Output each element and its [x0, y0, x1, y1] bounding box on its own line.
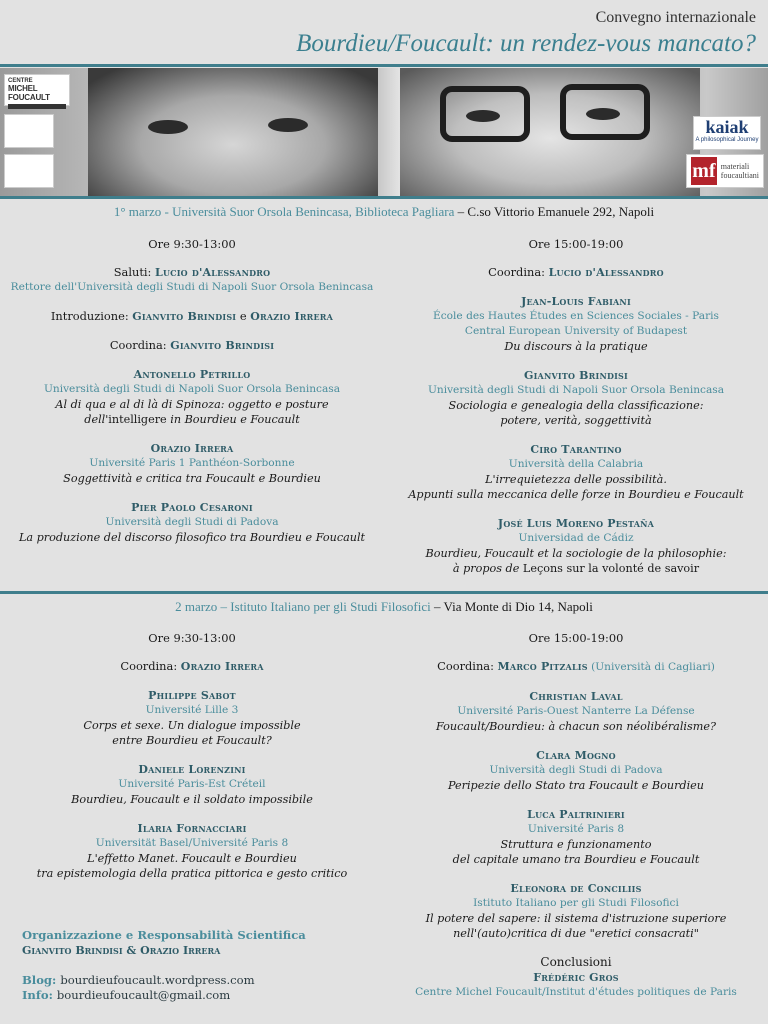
day2-heading — [0, 599, 768, 615]
materiali-foucaultiani-logo — [686, 154, 764, 188]
speaker-affiliation: Université Paris-Est Créteil — [118, 778, 266, 790]
talk-item — [384, 807, 768, 867]
role-label: Coordina: — [488, 265, 549, 279]
talk-item — [384, 689, 768, 734]
role-label: Coordina: — [109, 338, 171, 352]
session-time: Ore 15:00-19:00 — [528, 237, 624, 251]
bourdieu-portrait-image — [88, 68, 378, 196]
talk-item — [0, 762, 384, 807]
centre-michel-foucault-logo — [4, 74, 70, 106]
day1-address: – C.so Vittorio Emanuele 292, Napoli — [454, 204, 655, 219]
eye-shape — [268, 118, 308, 132]
talk-title: entre Bourdieu et Foucault? — [112, 734, 272, 747]
speaker-affiliation: Universidad de Cádiz — [518, 532, 634, 544]
talk-item — [0, 500, 384, 545]
portrait-banner — [0, 68, 768, 196]
talk-title: Bourdieu, Foucault e il soldato impossibile — [71, 793, 313, 806]
talk-item — [384, 294, 768, 354]
day1-venue: 1° marzo - Università Suor Orsola Benincasa, Biblioteca Pagliara — [113, 204, 455, 219]
talk-item — [0, 367, 384, 427]
foucault-portrait-image — [400, 68, 700, 196]
speaker-name: Philippe Sabot — [148, 689, 236, 702]
talk-item — [384, 368, 768, 428]
session-time: Ore 9:30-13:00 — [148, 631, 236, 645]
speaker-affiliation: Universität Basel/Université Paris 8 — [95, 837, 289, 849]
logo-text: A philosophical Journey — [695, 137, 759, 143]
kaiak-journal-logo — [693, 116, 761, 150]
speaker-affiliation: Université Paris 1 Panthéon-Sorbonne — [89, 457, 295, 469]
talk-title: Il potere del sapere: il sistema d'istruzione superiore — [425, 912, 727, 925]
conjunction: e — [236, 309, 251, 323]
eye-shape — [466, 110, 500, 122]
talk-title: L'irrequietezza delle possibilità. — [485, 473, 667, 486]
conclusion-block — [384, 955, 768, 1000]
talk-title: Appunti sulla meccanica delle forze in Bourdieu e Foucault — [408, 488, 744, 501]
speaker-name: José Luis Moreno Pestaña — [497, 517, 655, 530]
chair-line — [0, 659, 384, 674]
organizers-heading: Organizzazione e Responsabilità Scientifica — [22, 928, 306, 942]
role-label: Introduzione: — [50, 309, 133, 323]
logo-text — [721, 162, 759, 180]
talk-title: Peripezie dello Stato tra Foucault e Bourdieu — [447, 779, 705, 792]
top-rule-divider — [0, 64, 768, 67]
info-label: Info: — [22, 988, 57, 1002]
speaker-name: Gianvito Brindisi — [132, 310, 237, 323]
blog-link[interactable]: bourdieufoucault.wordpress.com — [60, 973, 255, 987]
book-title: Leçons sur la volonté de savoir — [522, 562, 700, 575]
conclusion-label: Conclusioni — [540, 955, 612, 969]
speaker-name: Orazio Irrera — [150, 442, 234, 455]
day2-morning-session — [0, 631, 384, 895]
session-time: Ore 9:30-13:00 — [148, 237, 236, 251]
event-subtitle: Convegno internazionale — [595, 9, 756, 26]
event-title: Bourdieu/Foucault: un rendez-vous mancato? — [296, 30, 756, 57]
speaker-affiliation: École des Hautes Études en Sciences Sociales - Paris — [433, 310, 719, 322]
speaker-name: Jean-Louis Fabiani — [521, 295, 631, 308]
speaker-affiliation: Rettore dell'Università degli Studi di Napoli Suor Orsola Benincasa — [10, 281, 374, 293]
speaker-name: Frédéric Gros — [533, 971, 619, 984]
talk-item — [384, 881, 768, 941]
email-link[interactable]: bourdieufoucault@gmail.com — [56, 988, 231, 1002]
talk-item — [0, 688, 384, 748]
speaker-name: Christian Laval — [529, 690, 623, 703]
blog-line — [22, 973, 362, 988]
day1-morning-session — [0, 237, 384, 559]
day-separator-rule — [0, 591, 768, 594]
speaker-affiliation: Università degli Studi di Napoli Suor Orsola Benincasa — [43, 383, 341, 395]
speaker-name: Orazio Irrera — [250, 310, 334, 323]
talk-title: tra epistemologia della pratica pittorica e gesto critico — [36, 867, 348, 880]
talk-title: Soggettività e critica tra Foucault e Bourdieu — [63, 472, 321, 485]
role-label: Saluti: — [113, 265, 156, 279]
talk-title: Bourdieu, Foucault et la sociologie de la philosophie: — [425, 547, 727, 560]
talk-title: nell'(auto)critica di due "eretici consacrati" — [453, 927, 699, 940]
speaker-name: Gianvito Brindisi — [524, 369, 628, 382]
talk-item — [0, 821, 384, 881]
speaker-name: Lucio d'Alessandro — [155, 266, 271, 279]
talk-title-part: dell' — [84, 413, 109, 426]
talk-title-part: in Bourdieu e Foucault — [166, 413, 300, 426]
info-line — [22, 988, 362, 1003]
welcome-block — [0, 265, 384, 295]
talk-title — [384, 561, 768, 576]
logo-text: MICHEL FOUCAULT — [8, 84, 50, 102]
banner-bottom-rule-divider — [0, 196, 768, 199]
chair-name: Marco Pitzalis — [497, 660, 588, 673]
logo-text: CENTRE — [8, 78, 33, 84]
poster-header — [0, 0, 768, 64]
logo-url-bar — [8, 104, 66, 109]
talk-title: Du discours à la pratique — [504, 340, 648, 353]
mf-mark-icon: mf — [691, 157, 717, 185]
logo-text: kaiak — [705, 117, 749, 137]
talk-item — [384, 516, 768, 576]
speaker-affiliation: Università degli Studi di Napoli Suor Orsola Benincasa — [427, 384, 725, 396]
role-label: Coordina: — [120, 659, 181, 673]
speaker-name: Luca Paltrinieri — [527, 808, 625, 821]
talk-title-part: à propos de — [452, 562, 523, 575]
chair-name: Lucio d'Alessandro — [548, 266, 664, 279]
logo-text-line: materiali — [720, 162, 750, 171]
talk-title: Struttura e funzionamento — [500, 838, 652, 851]
speaker-affiliation: Università degli Studi di Padova — [489, 764, 663, 776]
speaker-name: Ciro Tarantino — [530, 443, 622, 456]
speaker-affiliation: Istituto Italiano per gli Studi Filosofici — [473, 897, 679, 909]
role-label: Coordina: — [437, 659, 498, 673]
eye-shape — [148, 120, 188, 134]
speaker-name: Ilaria Fornacciari — [137, 822, 247, 835]
chair-line — [384, 265, 768, 280]
talk-title-part: intelligere — [108, 413, 167, 426]
speaker-name: Eleonora de Conciliis — [510, 882, 642, 895]
session-time: Ore 15:00-19:00 — [528, 631, 624, 645]
speaker-name: Pier Paolo Cesaroni — [131, 501, 253, 514]
day1-afternoon-session — [384, 237, 768, 590]
talk-title: del capitale umano tra Bourdieu e Foucault — [452, 853, 700, 866]
chair-line — [0, 338, 384, 353]
societa-studi-filosofici-logo — [4, 154, 54, 188]
speaker-name: Clara Mogno — [536, 749, 616, 762]
eye-shape — [586, 108, 620, 120]
day2-afternoon-session — [384, 631, 768, 1014]
speaker-name: Daniele Lorenzini — [138, 763, 246, 776]
chair-line — [384, 659, 768, 675]
talk-title: L'effetto Manet. Foucault e Bourdieu — [87, 852, 297, 865]
speaker-affiliation: Central European University of Budapest — [464, 325, 688, 337]
blog-label: Blog: — [22, 973, 61, 987]
speaker-affiliation: Université Paris 8 — [527, 823, 625, 835]
speaker-affiliation: Université Paris-Ouest Nanterre La Défense — [457, 705, 695, 717]
speaker-affiliation: Università degli Studi di Padova — [105, 516, 279, 528]
day1-heading — [0, 204, 768, 220]
talk-title: potere, verità, soggettività — [500, 414, 652, 427]
speaker-name: Antonello Petrillo — [133, 368, 251, 381]
talk-item — [384, 748, 768, 793]
talk-item — [0, 441, 384, 486]
speaker-affiliation: Université Lille 3 — [145, 704, 239, 716]
talk-title: Sociologia e genealogia della classificazione: — [448, 399, 704, 412]
chair-name: Orazio Irrera — [180, 660, 264, 673]
day2-address: – Via Monte di Dio 14, Napoli — [430, 599, 593, 614]
speaker-affiliation: Università della Calabria — [508, 458, 644, 470]
chair-name: Gianvito Brindisi — [170, 339, 275, 352]
talk-title: Corps et sexe. Un dialogue impossible — [83, 719, 301, 732]
logo-text-line: foucaultiani — [720, 171, 759, 180]
talk-item — [384, 442, 768, 502]
talk-title: Al di qua e al di là di Spinoza: oggetto e posture — [55, 398, 329, 411]
talk-title: La produzione del discorso filosofico tra Bourdieu e Foucault — [18, 531, 366, 544]
istituto-studi-filosofici-logo — [4, 114, 54, 148]
talk-title: Foucault/Bourdieu: à chacun son néolibéralisme? — [436, 720, 716, 733]
organizers-footer — [22, 928, 362, 1003]
day2-venue: 2 marzo – Istituto Italiano per gli Studi Filosofici — [175, 599, 431, 614]
introduction-line — [0, 309, 384, 324]
chair-affiliation: (Università di Cagliari) — [587, 661, 715, 673]
speaker-affiliation: Centre Michel Foucault/Institut d'études politiques de Paris — [415, 986, 737, 998]
organizers-names: Gianvito Brindisi & Orazio Irrera — [22, 944, 221, 957]
talk-title — [0, 412, 384, 427]
